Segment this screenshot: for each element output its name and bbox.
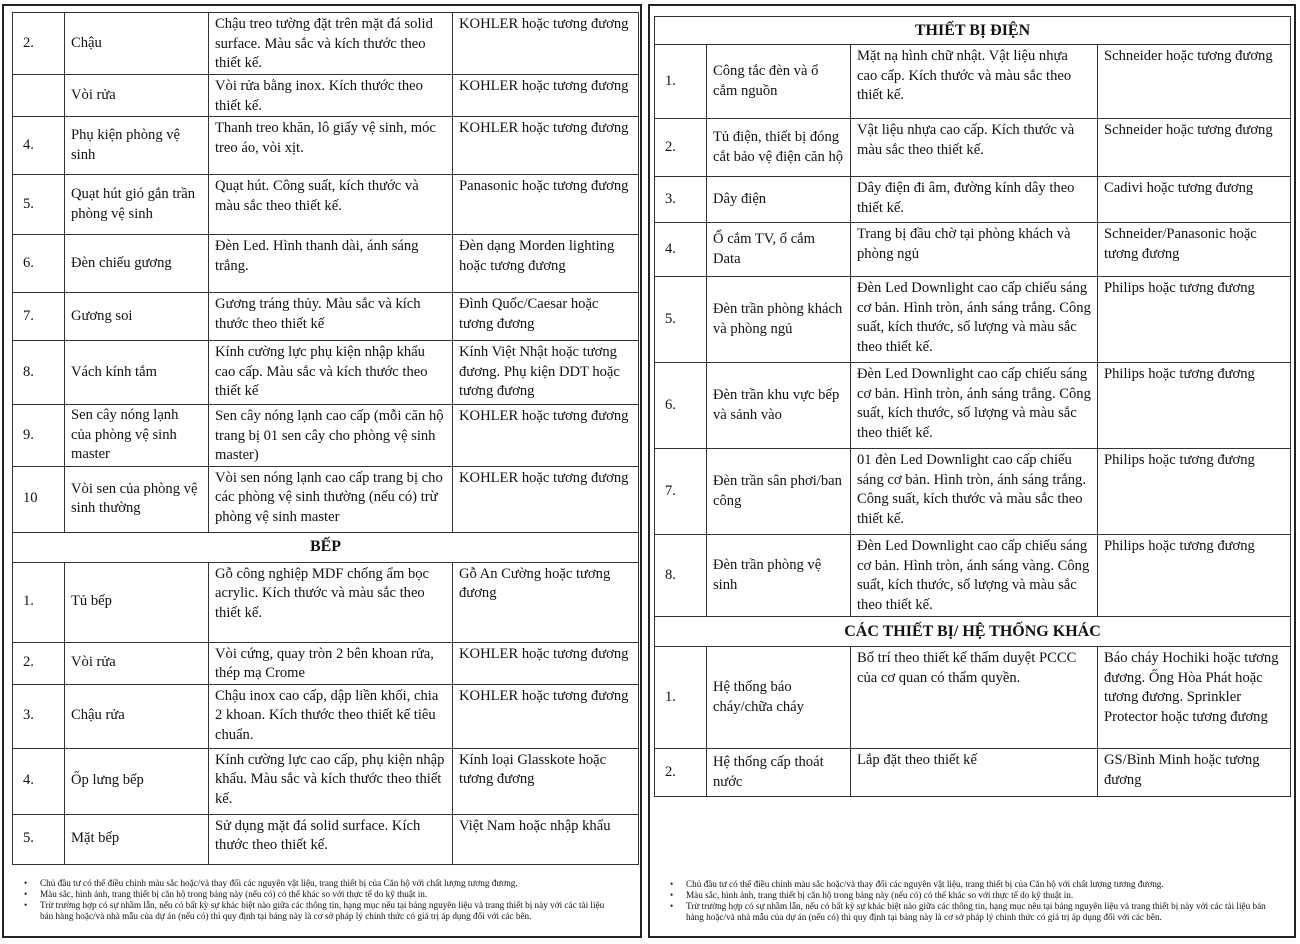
item-spec: Gương tráng thủy. Màu sắc và kích thước theo thiết kế: [209, 293, 453, 341]
item-spec: Gỗ công nghiệp MDF chống ẩm bọc acrylic. Kích thước và màu sắc theo thiết kế.: [209, 562, 453, 642]
table-row: [655, 647, 1291, 749]
item-name: Vách kính tắm: [65, 341, 209, 405]
table-row: [13, 341, 639, 405]
item-brand: Việt Nam hoặc nhập khẩu: [453, 814, 639, 864]
page-right: [648, 4, 1296, 938]
table-row: [13, 642, 639, 684]
item-name: Gương soi: [65, 293, 209, 341]
footnotes-right: [666, 879, 1266, 923]
item-spec: Đèn Led Downlight cao cấp chiếu sáng cơ bản. Hình tròn, ánh sáng trắng. Công suất, kích thước, số lượng và màu sắc theo thiết kế.: [851, 363, 1098, 449]
item-spec: Trang bị đầu chờ tại phòng khách và phòng ngủ: [851, 223, 1098, 277]
item-spec: Đèn Led Downlight cao cấp chiếu sáng cơ bản. Hình tròn, ánh sáng trắng. Công suất, kích thước, số lượng và màu sắc theo thiết kế.: [851, 277, 1098, 363]
item-spec: Chậu treo tường đặt trên mặt đá solid surface. Màu sắc và kích thước theo thiết kế.: [209, 13, 453, 75]
item-name: Đèn trần phòng khách và phòng ngủ: [707, 277, 851, 363]
item-number: 10: [13, 466, 65, 532]
footnote: • Chủ đầu tư có thể điều chỉnh màu sắc hoặc/và thay đổi các nguyên vật liệu, trang thiết bị của Căn hộ với chất lượng tương đương.: [666, 879, 1266, 890]
item-number: 2.: [13, 642, 65, 684]
footnote: • Trừ trường hợp có sự nhầm lẫn, nếu có bất kỳ sự khác biệt nào giữa các thông tin, hạng mục nêu tại bảng nguyên liệu và trang thiết bị này với các tài liệu bán hàng hoặc/và nhà mẫu của dự án (nếu có) thì quy định tại bảng này là cơ sở pháp lý chính thức có giá trị áp dụng đối với các bên.: [666, 901, 1266, 923]
item-brand: Philips hoặc tương đương: [1098, 449, 1291, 535]
item-spec: Thanh treo khăn, lô giấy vệ sinh, móc treo áo, vòi xịt.: [209, 117, 453, 175]
footnote: • Trừ trường hợp có sự nhầm lẫn, nếu có bất kỳ sự khác biệt nào giữa các thông tin, hạng mục nêu tại bảng nguyên liệu và trang thiết bị này với các tài liệu bán hàng hoặc/và nhà mẫu của dự án (nếu có) thì quy định tại bảng này là cơ sở pháp lý chính thức có giá trị áp dụng đối với các bên.: [20, 900, 616, 922]
item-brand: Cadivi hoặc tương đương: [1098, 177, 1291, 223]
section-title: CÁC THIẾT BỊ/ HỆ THỐNG KHÁC: [655, 617, 1291, 647]
item-spec: Chậu inox cao cấp, dập liền khối, chia 2 khoan. Kích thước theo thiết kế tiêu chuẩn.: [209, 684, 453, 748]
item-spec: Vòi rửa bằng inox. Kích thước theo thiết kế.: [209, 75, 453, 117]
footnote: • Màu sắc, hình ảnh, trang thiết bị căn hộ trong bảng này (nếu có) có thể khác so với thực tế do kỹ thuật in.: [666, 890, 1266, 901]
footnotes-left: [20, 878, 616, 922]
item-name: Đèn trần phòng vệ sinh: [707, 535, 851, 617]
table-row: [13, 562, 639, 642]
table-row: [13, 235, 639, 293]
item-spec: Dây điện đi âm, đường kính dây theo thiết kế.: [851, 177, 1098, 223]
item-brand: Đình Quốc/Caesar hoặc tương đương: [453, 293, 639, 341]
section-header: [13, 532, 639, 562]
item-spec: Đèn Led Downlight cao cấp chiếu sáng cơ bản. Hình tròn, ánh sáng vàng. Công suất, kích thước, số lượng và màu sắc theo thiết kế.: [851, 535, 1098, 617]
item-number: 6.: [655, 363, 707, 449]
item-number: 7.: [13, 293, 65, 341]
section-title: THIẾT BỊ ĐIỆN: [655, 17, 1291, 45]
footnote: • Chủ đầu tư có thể điều chỉnh màu sắc hoặc/và thay đổi các nguyên vật liệu, trang thiết bị của Căn hộ với chất lượng tương đương.: [20, 878, 616, 889]
item-brand: KOHLER hoặc tương đương: [453, 405, 639, 467]
section-title: BẾP: [13, 532, 639, 562]
item-name: Quạt hút gió gắn trần phòng vệ sinh: [65, 175, 209, 235]
item-brand: Schneider hoặc tương đương: [1098, 45, 1291, 119]
item-number: 4.: [13, 748, 65, 814]
page-left: [2, 4, 642, 938]
footnote: • Màu sắc, hình ảnh, trang thiết bị căn hộ trong bảng này (nếu có) có thể khác so với thực tế do kỹ thuật in.: [20, 889, 616, 900]
table-row: [13, 684, 639, 748]
table-row: [655, 535, 1291, 617]
item-brand: KOHLER hoặc tương đương: [453, 684, 639, 748]
item-number: 5.: [13, 175, 65, 235]
item-name: Vòi rửa: [65, 75, 209, 117]
table-row: [655, 277, 1291, 363]
item-spec: Đèn Led. Hình thanh dài, ánh sáng trắng.: [209, 235, 453, 293]
item-brand: Philips hoặc tương đương: [1098, 363, 1291, 449]
table-row: [13, 405, 639, 467]
item-number: 2.: [655, 119, 707, 177]
item-brand: Kính loại Glasskote hoặc tương đương: [453, 748, 639, 814]
item-brand: KOHLER hoặc tương đương: [453, 13, 639, 75]
spec-table-left: [12, 12, 639, 865]
table-row: [13, 175, 639, 235]
table-row: [655, 449, 1291, 535]
table-row: [13, 748, 639, 814]
section-header: [655, 617, 1291, 647]
item-number: 3.: [655, 177, 707, 223]
item-number: 5.: [13, 814, 65, 864]
item-brand: KOHLER hoặc tương đương: [453, 642, 639, 684]
item-name: Công tắc đèn và ổ cắm nguồn: [707, 45, 851, 119]
item-brand: Panasonic hoặc tương đương: [453, 175, 639, 235]
item-number: 4.: [655, 223, 707, 277]
item-name: Chậu: [65, 13, 209, 75]
item-brand: KOHLER hoặc tương đương: [453, 117, 639, 175]
item-spec: Bố trí theo thiết kế thẩm duyệt PCCC của cơ quan có thẩm quyền.: [851, 647, 1098, 749]
table-row: [13, 466, 639, 532]
item-brand: Báo cháy Hochiki hoặc tương đương. Ống Hòa Phát hoặc tương đương. Sprinkler Protector hoặc tương đương: [1098, 647, 1291, 749]
item-name: Đèn trần khu vực bếp và sảnh vào: [707, 363, 851, 449]
item-number: 1.: [655, 647, 707, 749]
table-row: [13, 75, 639, 117]
item-name: Phụ kiện phòng vệ sinh: [65, 117, 209, 175]
item-name: Chậu rửa: [65, 684, 209, 748]
item-name: Hệ thống cấp thoát nước: [707, 749, 851, 797]
table-row: [655, 119, 1291, 177]
item-name: Hệ thống báo cháy/chữa cháy: [707, 647, 851, 749]
item-number: 2.: [655, 749, 707, 797]
item-brand: Schneider hoặc tương đương: [1098, 119, 1291, 177]
table-row: [655, 177, 1291, 223]
item-name: Vòi sen của phòng vệ sinh thường: [65, 466, 209, 532]
item-brand: Đèn dạng Morden lighting hoặc tương đương: [453, 235, 639, 293]
item-name: Ổ cắm TV, ổ cắm Data: [707, 223, 851, 277]
item-name: Mặt bếp: [65, 814, 209, 864]
table-row: [13, 293, 639, 341]
section-header: [655, 17, 1291, 45]
table-row: [13, 814, 639, 864]
item-brand: KOHLER hoặc tương đương: [453, 466, 639, 532]
item-brand: Kính Việt Nhật hoặc tương đương. Phụ kiện DDT hoặc tương đương: [453, 341, 639, 405]
item-spec: Lắp đặt theo thiết kế: [851, 749, 1098, 797]
item-name: Đèn chiếu gương: [65, 235, 209, 293]
item-spec: Vật liệu nhựa cao cấp. Kích thước và màu sắc theo thiết kế.: [851, 119, 1098, 177]
item-number: 6.: [13, 235, 65, 293]
item-name: Ốp lưng bếp: [65, 748, 209, 814]
item-number: 9.: [13, 405, 65, 467]
item-number: 8.: [655, 535, 707, 617]
item-spec: 01 đèn Led Downlight cao cấp chiếu sáng cơ bản. Hình tròn, ánh sáng trắng. Công suất, kích thước và màu sắc theo thiết kế.: [851, 449, 1098, 535]
item-spec: Kính cường lực cao cấp, phụ kiện nhập khẩu. Màu sắc và kích thước theo thiết kế.: [209, 748, 453, 814]
item-brand: Philips hoặc tương đương: [1098, 535, 1291, 617]
item-name: Vòi rửa: [65, 642, 209, 684]
item-brand: Philips hoặc tương đương: [1098, 277, 1291, 363]
item-brand: Schneider/Panasonic hoặc tương đương: [1098, 223, 1291, 277]
item-spec: Vòi sen nóng lạnh cao cấp trang bị cho các phòng vệ sinh thường (nếu có) trừ phòng vệ sinh master: [209, 466, 453, 532]
item-name: Tủ bếp: [65, 562, 209, 642]
item-number: [13, 75, 65, 117]
item-number: 3.: [13, 684, 65, 748]
item-name: Sen cây nóng lạnh của phòng vệ sinh master: [65, 405, 209, 467]
item-number: 4.: [13, 117, 65, 175]
item-brand: KOHLER hoặc tương đương: [453, 75, 639, 117]
item-number: 1.: [13, 562, 65, 642]
item-spec: Sử dụng mặt đá solid surface. Kích thước theo thiết kế.: [209, 814, 453, 864]
item-spec: Vòi cứng, quay tròn 2 bên khoan rửa, thép mạ Crome: [209, 642, 453, 684]
item-name: Tủ điện, thiết bị đóng cắt bảo vệ điện căn hộ: [707, 119, 851, 177]
item-brand: Gỗ An Cường hoặc tương đương: [453, 562, 639, 642]
table-row: [655, 45, 1291, 119]
item-number: 5.: [655, 277, 707, 363]
item-number: 2.: [13, 13, 65, 75]
item-name: Đèn trần sân phơi/ban công: [707, 449, 851, 535]
spec-table-right: [654, 16, 1291, 797]
item-number: 1.: [655, 45, 707, 119]
item-name: Dây điện: [707, 177, 851, 223]
item-brand: GS/Bình Minh hoặc tương đương: [1098, 749, 1291, 797]
item-number: 8.: [13, 341, 65, 405]
table-row: [13, 13, 639, 75]
item-spec: Sen cây nóng lạnh cao cấp (mỗi căn hộ trang bị 01 sen cây cho phòng vệ sinh master): [209, 405, 453, 467]
table-row: [655, 363, 1291, 449]
table-row: [655, 749, 1291, 797]
item-number: 7.: [655, 449, 707, 535]
table-row: [655, 223, 1291, 277]
item-spec: Mặt nạ hình chữ nhật. Vật liệu nhựa cao cấp. Kích thước và màu sắc theo thiết kế.: [851, 45, 1098, 119]
item-spec: Kính cường lực phụ kiện nhập khẩu cao cấp. Màu sắc và kích thước theo thiết kế: [209, 341, 453, 405]
table-row: [13, 117, 639, 175]
item-spec: Quạt hút. Công suất, kích thước và màu sắc theo thiết kế.: [209, 175, 453, 235]
